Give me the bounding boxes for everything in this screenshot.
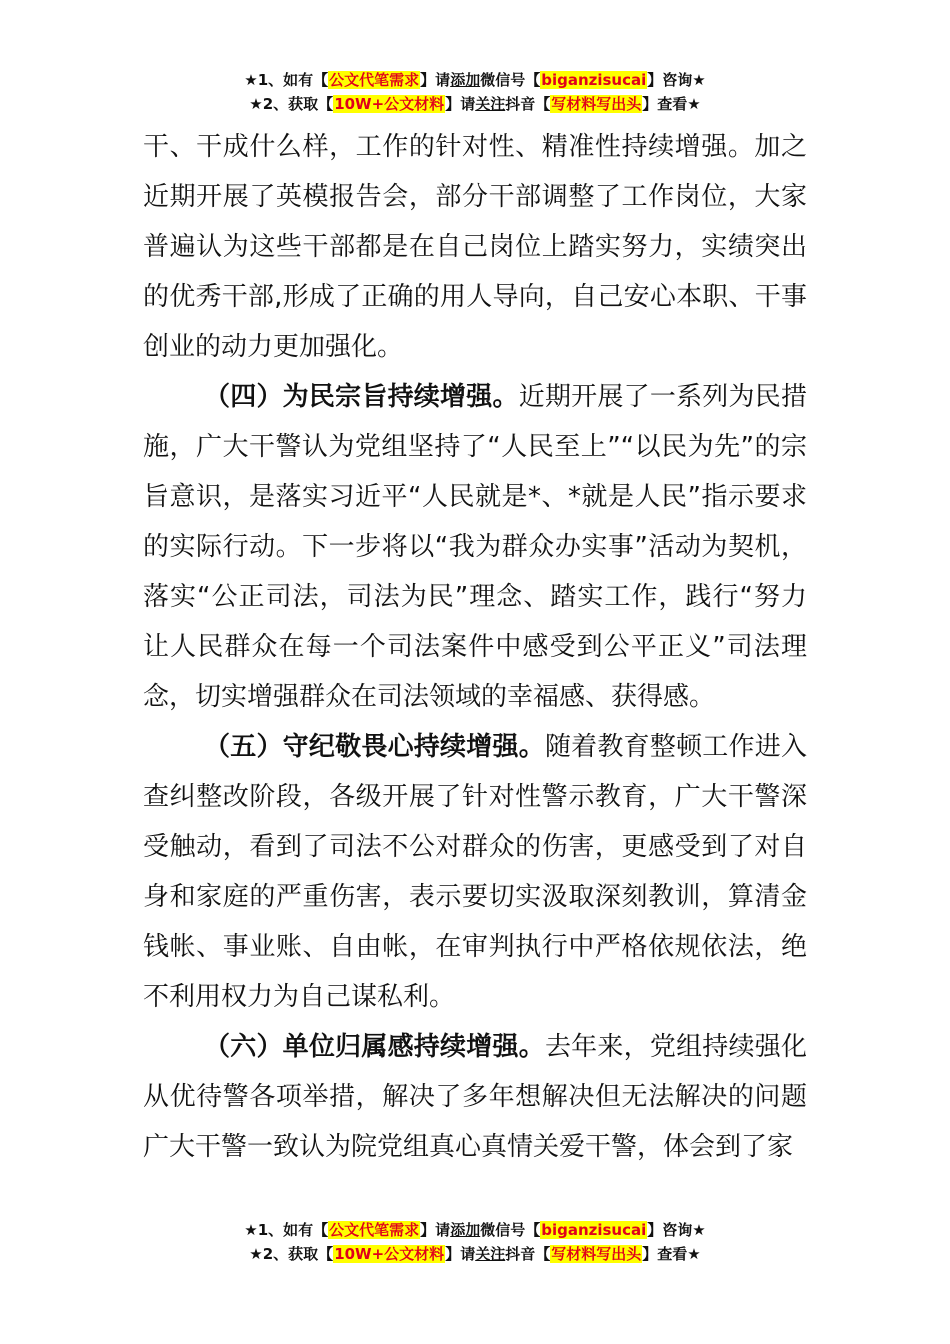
promo-line-2-suffix: 】查看★ <box>642 95 701 113</box>
promo-line-2-highlight-materials: 10W+公文材料 <box>334 95 445 113</box>
promo-line-2-bottom-text-2: 抖音【 <box>505 1245 551 1263</box>
document-body <box>143 122 807 1172</box>
promo-line-1-bottom-highlight-wechat: biganzisucai <box>541 1221 647 1239</box>
paragraph-continued: 干、干成什么样，工作的针对性、精准性持续增强。加之近期开展了英模报告会，部分干部调整了工作岗位，大家普遍认为这些干部都是在自己岗位上踏实努力，实绩突出的优秀干部,形成了正确的用人导向，自己安心本职、干事创业的动力更加强化。 <box>143 132 807 362</box>
promo-line-1-bottom-text-2: 微信号【 <box>480 1221 541 1239</box>
promo-line-1-bottom-underlined: 添加 <box>450 1221 481 1239</box>
section-heading-4: （四）为民宗旨持续增强。 <box>204 382 519 412</box>
top-promo-banner <box>0 68 950 116</box>
promo-line-2-text-2: 抖音【 <box>505 95 551 113</box>
section-body-5: 随着教育整顿工作进入查纠整改阶段，各级开展了针对性警示教育，广大干警深受触动，看到了司法不公对群众的伤害，更感受到了对自身和家庭的严重伤害，表示要切实汲取深刻教训，算清金钱帐、事业账、自由帐，在审判执行中严格依规依法，绝不利用权力为自己谋私利。 <box>143 732 807 1012</box>
promo-line-2-prefix: ★2、获取【 <box>249 95 334 113</box>
promo-line-2-bottom-underlined: 关注 <box>475 1245 506 1263</box>
section-heading-5: （五）守纪敬畏心持续增强。 <box>204 732 545 762</box>
section-heading-6: （六）单位归属感持续增强。 <box>204 1032 545 1062</box>
promo-line-2-text: 】请 <box>445 95 476 113</box>
promo-line-1-bottom-text: 】请 <box>420 1221 451 1239</box>
promo-line-1-bottom-prefix: ★1、如有【 <box>244 1221 329 1239</box>
promo-line-1-highlight-wechat: biganzisucai <box>541 71 647 89</box>
bottom-promo-banner <box>0 1218 950 1266</box>
promo-line-1-text: 】请 <box>420 71 451 89</box>
promo-line-2-bottom-highlight-douyin: 写材料写出头 <box>551 1245 642 1263</box>
promo-line-2-bottom-text: 】请 <box>445 1245 476 1263</box>
promo-line-2-highlight-douyin: 写材料写出头 <box>551 95 642 113</box>
promo-line-2-bottom-prefix: ★2、获取【 <box>249 1245 334 1263</box>
section-paragraph-5 <box>143 722 807 1022</box>
promo-line-2-bottom <box>0 1242 950 1266</box>
promo-line-2 <box>0 92 950 116</box>
section-body-4: 近期开展了一系列为民措施，广大干警认为党组坚持了“人民至上”“以民为先”的宗旨意识，是落实习近平“人民就是*、*就是人民”指示要求的实际行动。下一步将以“我为群众办实事”活动为契机，落实“公正司法，司法为民”理念、踏实工作，践行“努力让人民群众在每一个司法案件中感受到公平正义”司法理念，切实增强群众在司法领域的幸福感、获得感。 <box>143 382 807 712</box>
section-body-6: 去年来，党组持续强化从优待警各项举措，解决了多年想解决但无法解决的问题广大干警一致认为院党组真心真情关爱干警，体会到了家 <box>143 1032 807 1162</box>
promo-line-2-bottom-highlight-materials: 10W+公文材料 <box>334 1245 445 1263</box>
promo-line-2-bottom-suffix: 】查看★ <box>642 1245 701 1263</box>
section-paragraph-6 <box>143 1022 807 1172</box>
promo-line-1-underlined: 添加 <box>450 71 481 89</box>
promo-line-1-prefix: ★1、如有【 <box>244 71 329 89</box>
promo-line-1-highlight-service: 公文代笔需求 <box>329 71 420 89</box>
promo-line-1-bottom-suffix: 】咨询★ <box>647 1221 706 1239</box>
promo-line-1 <box>0 68 950 92</box>
promo-line-2-underlined: 关注 <box>475 95 506 113</box>
promo-line-1-bottom-highlight-service: 公文代笔需求 <box>329 1221 420 1239</box>
section-paragraph-4 <box>143 372 807 722</box>
promo-line-1-bottom <box>0 1218 950 1242</box>
promo-line-1-text-2: 微信号【 <box>480 71 541 89</box>
promo-line-1-suffix: 】咨询★ <box>647 71 706 89</box>
